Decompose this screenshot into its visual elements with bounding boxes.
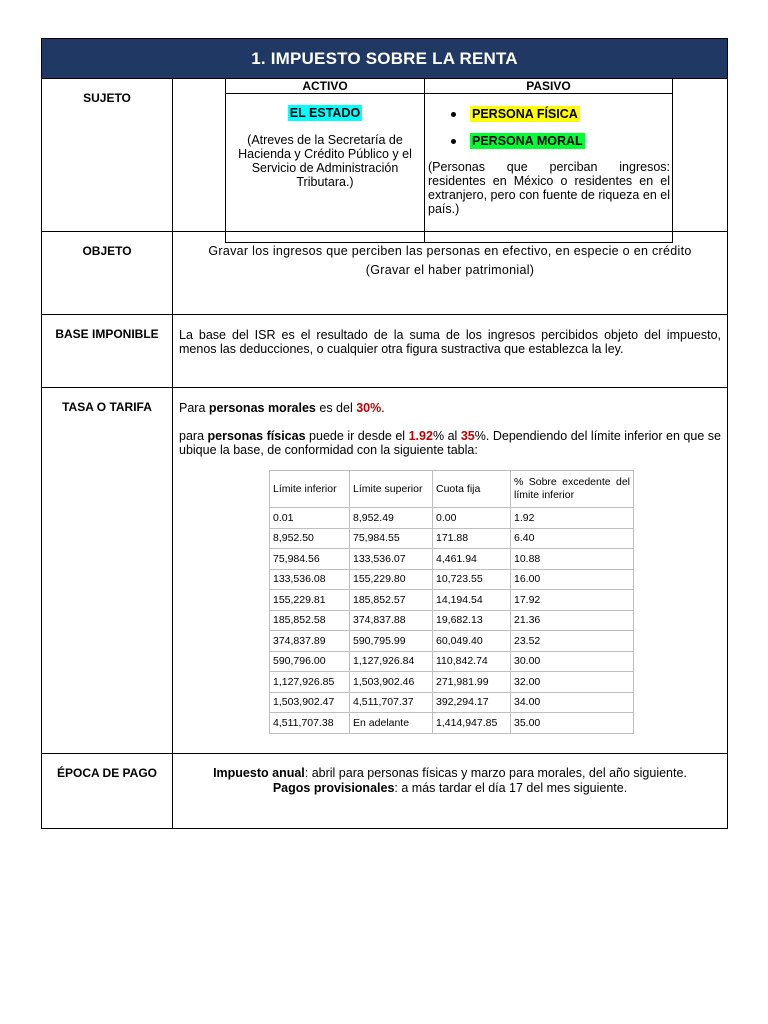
pasivo-box — [425, 94, 673, 243]
table-cell: 10.88 — [511, 549, 634, 570]
table-row — [270, 590, 634, 611]
table-cell: 32.00 — [511, 672, 634, 693]
table-row — [270, 610, 634, 631]
tarifa-table — [269, 470, 634, 734]
header-limite-superior: Límite superior — [350, 471, 433, 508]
table-cell: 10,723.55 — [433, 569, 511, 590]
table-cell: 6.40 — [511, 528, 634, 549]
objeto-row — [42, 232, 728, 315]
pasivo-header: PASIVO — [425, 79, 673, 94]
objeto-subtext: (Gravar el haber patrimonial) — [365, 263, 535, 277]
epoca-label: ÉPOCA DE PAGO — [42, 754, 173, 829]
table-row — [270, 549, 634, 570]
table-cell: 14,194.54 — [433, 590, 511, 611]
table-cell: 374,837.88 — [350, 610, 433, 631]
table-cell: 1,127,926.85 — [270, 672, 350, 693]
pasivo-item-moral: PERSONA MORAL — [451, 133, 670, 149]
table-row — [270, 631, 634, 652]
table-cell: 133,536.07 — [350, 549, 433, 570]
header-porcentaje: % Sobre excedente del límite inferior — [511, 471, 634, 508]
tarifa-header-row — [270, 471, 634, 508]
header-cuota-fija: Cuota fija — [433, 471, 511, 508]
bullet-icon — [451, 112, 456, 117]
table-cell: 110,842.74 — [433, 651, 511, 672]
sujeto-row — [42, 79, 728, 232]
tasa-row — [42, 388, 728, 754]
sujeto-content — [173, 79, 728, 232]
pasivo-item-fisica: PERSONA FÍSICA — [451, 106, 670, 122]
table-row — [270, 528, 634, 549]
table-cell: 0.00 — [433, 508, 511, 529]
tasa-morales-line: Para personas morales es del 30%. — [179, 401, 385, 415]
table-cell: 23.52 — [511, 631, 634, 652]
table-cell: 590,795.99 — [350, 631, 433, 652]
objeto-text: Gravar los ingresos que perciben las personas en efectivo, en especie o en crédito — [208, 244, 692, 258]
table-cell: 133,536.08 — [270, 569, 350, 590]
table-cell: 392,294.17 — [433, 692, 511, 713]
activo-name: EL ESTADO — [289, 106, 361, 120]
table-cell: 271,981.99 — [433, 672, 511, 693]
table-cell: 0.01 — [270, 508, 350, 529]
table-cell: 16.00 — [511, 569, 634, 590]
epoca-content — [173, 754, 728, 829]
table-cell: 1,414,947.85 — [433, 713, 511, 734]
table-cell: 185,852.58 — [270, 610, 350, 631]
objeto-label: OBJETO — [42, 232, 173, 315]
table-cell: 4,511,707.38 — [270, 713, 350, 734]
tasa-content — [173, 388, 728, 754]
table-cell: 75,984.56 — [270, 549, 350, 570]
table-cell: 590,796.00 — [270, 651, 350, 672]
table-cell: 19,682.13 — [433, 610, 511, 631]
table-row — [270, 651, 634, 672]
tasa-fisicas-line: para personas físicas puede ir desde el 1.92% al 35%. Dependiendo del límite inferior en que se ubique la base, de conformidad con la siguiente tabla: — [179, 429, 721, 457]
table-cell: 1,503,902.47 — [270, 692, 350, 713]
pasivo-description: (Personas que perciban ingresos: residentes en México o residentes en el extranjero, pero con fuente de riqueza en el país.) — [428, 160, 670, 216]
activo-header: ACTIVO — [226, 79, 425, 94]
table-row — [270, 508, 634, 529]
page-title: 1. IMPUESTO SOBRE LA RENTA — [42, 39, 728, 79]
table-cell: 155,229.80 — [350, 569, 433, 590]
base-text: La base del ISR es el resultado de la suma de los ingresos percibidos objeto del impuesto, menos las deducciones, o cualquier otra figura sustractiva que establezca la ley. — [173, 315, 728, 388]
base-label: BASE IMPONIBLE — [42, 315, 173, 388]
table-cell: 8,952.49 — [350, 508, 433, 529]
table-cell: 4,511,707.37 — [350, 692, 433, 713]
isr-table — [41, 38, 728, 829]
table-cell: 17.92 — [511, 590, 634, 611]
sujeto-label: SUJETO — [42, 79, 173, 232]
table-cell: 171.88 — [433, 528, 511, 549]
table-cell: 4,461.94 — [433, 549, 511, 570]
activo-description: (Atreves de la Secretaría de Hacienda y Crédito Público y el Servicio de Administración Tributara.) — [238, 133, 412, 189]
header-limite-inferior: Límite inferior — [270, 471, 350, 508]
title-row — [42, 39, 728, 79]
objeto-content — [173, 232, 728, 315]
table-cell: 30.00 — [511, 651, 634, 672]
table-cell: 75,984.55 — [350, 528, 433, 549]
table-cell: 155,229.81 — [270, 590, 350, 611]
epoca-anual: Impuesto anual: abril para personas físicas y marzo para morales, del año siguiente. — [213, 766, 687, 780]
base-row — [42, 315, 728, 388]
activo-box — [226, 94, 425, 243]
isr-document — [41, 38, 727, 829]
table-cell: 21.36 — [511, 610, 634, 631]
table-cell: 35.00 — [511, 713, 634, 734]
table-cell: 8,952.50 — [270, 528, 350, 549]
table-row — [270, 672, 634, 693]
sujeto-inner-table — [225, 78, 673, 243]
table-cell: 34.00 — [511, 692, 634, 713]
table-cell: 60,049.40 — [433, 631, 511, 652]
table-cell: 1,127,926.84 — [350, 651, 433, 672]
table-cell: 1,503,902.46 — [350, 672, 433, 693]
table-row — [270, 569, 634, 590]
table-cell: 1.92 — [511, 508, 634, 529]
table-row — [270, 692, 634, 713]
tasa-label: TASA O TARIFA — [42, 388, 173, 754]
epoca-row — [42, 754, 728, 829]
table-cell: 185,852.57 — [350, 590, 433, 611]
epoca-provisionales: Pagos provisionales: a más tardar el día 17 del mes siguiente. — [272, 781, 628, 795]
table-cell: 374,837.89 — [270, 631, 350, 652]
table-cell: En adelante — [350, 713, 433, 734]
bullet-icon — [451, 139, 456, 144]
table-row — [270, 713, 634, 734]
